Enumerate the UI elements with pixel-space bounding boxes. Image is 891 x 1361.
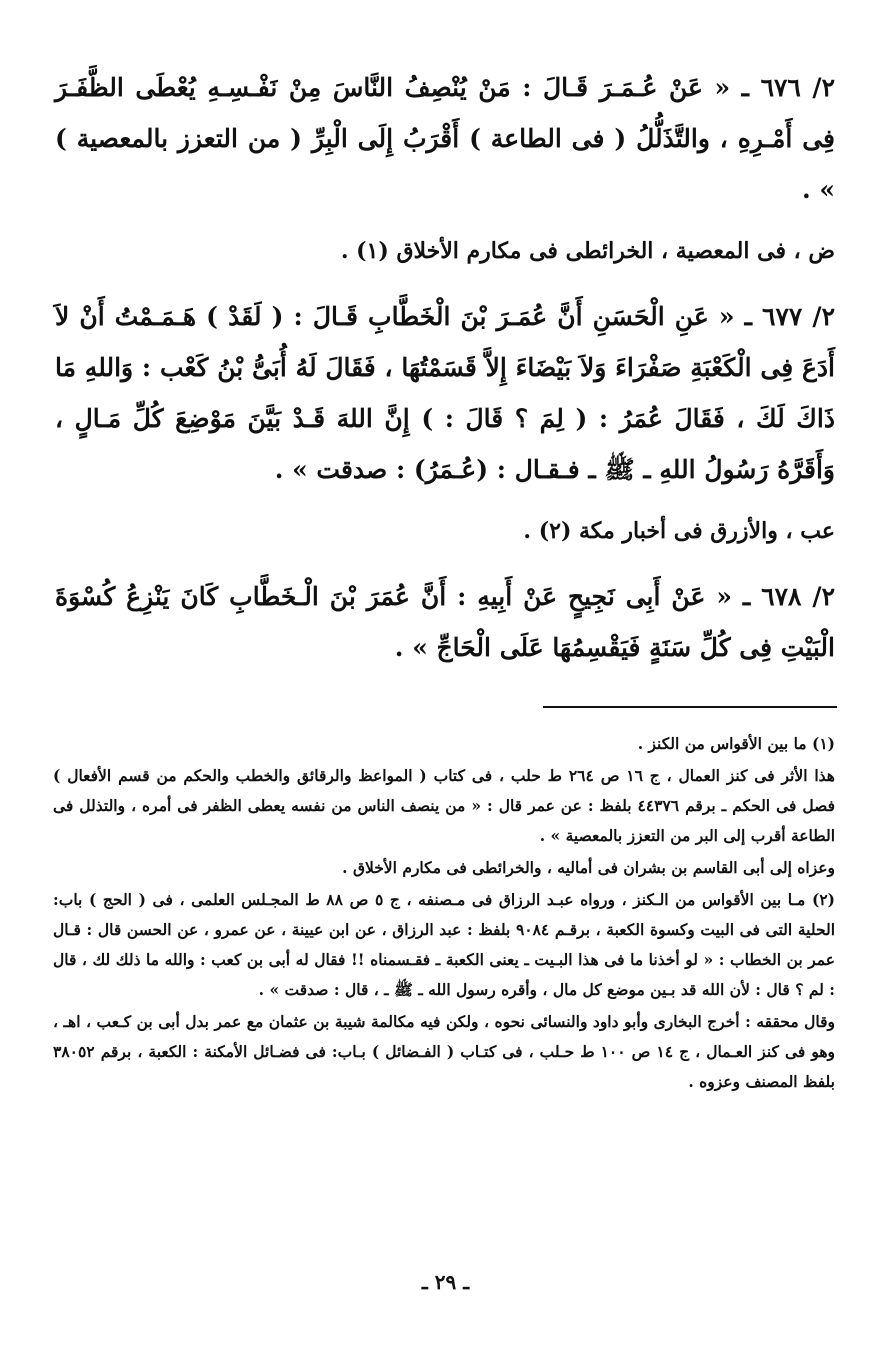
hadith-676-source: ض ، فى المعصية ، الخرائطى فى مكارم الأخلاق (١) . bbox=[340, 238, 835, 264]
footnote-1-detail: هذا الأثر فى كنز العمال ، ج ١٦ ص ٢٦٤ ط حلب ، فى كتاب ( المواعظ والرقائق والخطب والحكم من قسم الأفعال ) فصل فى الحكم ـ برقم ٤٤٣٧٦ بلفظ : عن عمر قال : « من ينصف الناس من نفسه يعطى الظفر فى أمره ، والتذلل فى الطاعة أقرب إلى البر من التعزز بالمعصية » . bbox=[53, 766, 835, 845]
footnote-1-attribution: وعزاه إلى أبى القاسم بن بشران فى أماليه ، والخرائطى فى مكارم الأخلاق . bbox=[342, 858, 835, 877]
hadith-677-source: عب ، والأزرق فى أخبار مكة (٢) . bbox=[523, 518, 835, 544]
page-number: ـ ٢٩ ـ bbox=[421, 1270, 470, 1294]
footnote-2-editor-note: وقال محققه : أخرج البخارى وأبو داود والنسائى نحوه ، ولكن فيه مكالمة شيبة بن عثمان مع عمر بدل أبى بن كـعب ، اهـ ، وهو فى كنز العـمال ، ج ١٤ ص ١٠٠ ط حـلب ، فى كتـاب ( الفـضائل ) بـاب: فى فضـائل الأمكنة : الكعبة ، برقم ٣٨٠٥٢ بلفظ المصنف وعزوه . bbox=[53, 1012, 835, 1091]
hadith-677: ٢/ ٦٧٧ ـ « عَنِ الْحَسَنِ أَنَّ عُمَـرَ بْنَ الْخَطَّابِ قَـالَ : ( لَقَدْ ) هَـمَـمْتُ أَنْ لاَ أَدَعَ فِى الْكَعْبَةِ صَفْرَاءَ وَلاَ بَيْضَاءَ إِلاَّ قَسَمْتُهَا ، فَقَالَ لَهُ أُبَىُّ بْنُ كَعْب : وَاللهِ مَا ذَاكَ لَكَ ، فَقَالَ عُمَرُ : ( لِمَ ؟ قَالَ : ) إِنَّ اللهَ قَـدْ بَيَّنَ مَوْضِعَ كُلِّ مَـالٍ ، وَأَقَرَّهُ رَسُولُ اللهِ ـ ﷺ ـ فـقـال : (عُـمَرُ) : صدقت » . bbox=[55, 302, 835, 484]
footnote-separator bbox=[543, 706, 837, 708]
hadith-678: ٢/ ٦٧٨ ـ « عَنْ أَبِى نَجِيحٍ عَنْ أَبِيهِ : أَنَّ عُمَرَ بْنَ الْـخَطَّابِ كَانَ يَنْزِعُ كُسْوَةَ الْبَيْتِ فِى كُلِّ سَنَةٍ فَيَقْسِمُهَا عَلَى الْحَاجِّ » . bbox=[55, 582, 835, 662]
footnote-1: (١) ما بين الأقواس من الكنز . bbox=[637, 734, 835, 753]
main-text bbox=[55, 62, 835, 689]
footnote-2: (٢) مـا بين الأقواس من الـكنز ، ورواه عبـد الرزاق فى مـصنفه ، ج ٥ ص ٨٨ ط المجـلس العلمى ، فى ( الحج ) باب: الحلية التى فى البيت وكسوة الكعبة ، برقـم ٩٠٨٤ بلفظ : عبد الرزاق ، عن ابن عيينة ، عن عمرو ، عن الحسن قال : قـال عمر بن الخطاب : « لو أخذنا ما فى هذا البـيت ـ يعنى الكعبة ـ فقـسمناه !! فقال له أبى بن كعب : والله ما ذلك لك ، قال : لم ؟ قال : لأن الله قد بـين موضع كل مال ، وأقره رسول الله ـ ﷺ ـ ، قال : صدقت » . bbox=[53, 890, 835, 999]
hadith-676: ٢/ ٦٧٦ ـ « عَنْ عُـمَـرَ قَـالَ : مَنْ يُنْصِفُ النَّاسَ مِنْ نَفْـسِـهِ يُعْطَى الظَّفَـرَ فِى أَمْـرِهِ ، والتَّذَلُّلُ ( فى الطاعة ) أَقْرَبُ إِلَى الْبِرِّ ( من التعزز بالمعصية ) » . bbox=[55, 73, 835, 204]
footnotes bbox=[53, 725, 835, 1097]
